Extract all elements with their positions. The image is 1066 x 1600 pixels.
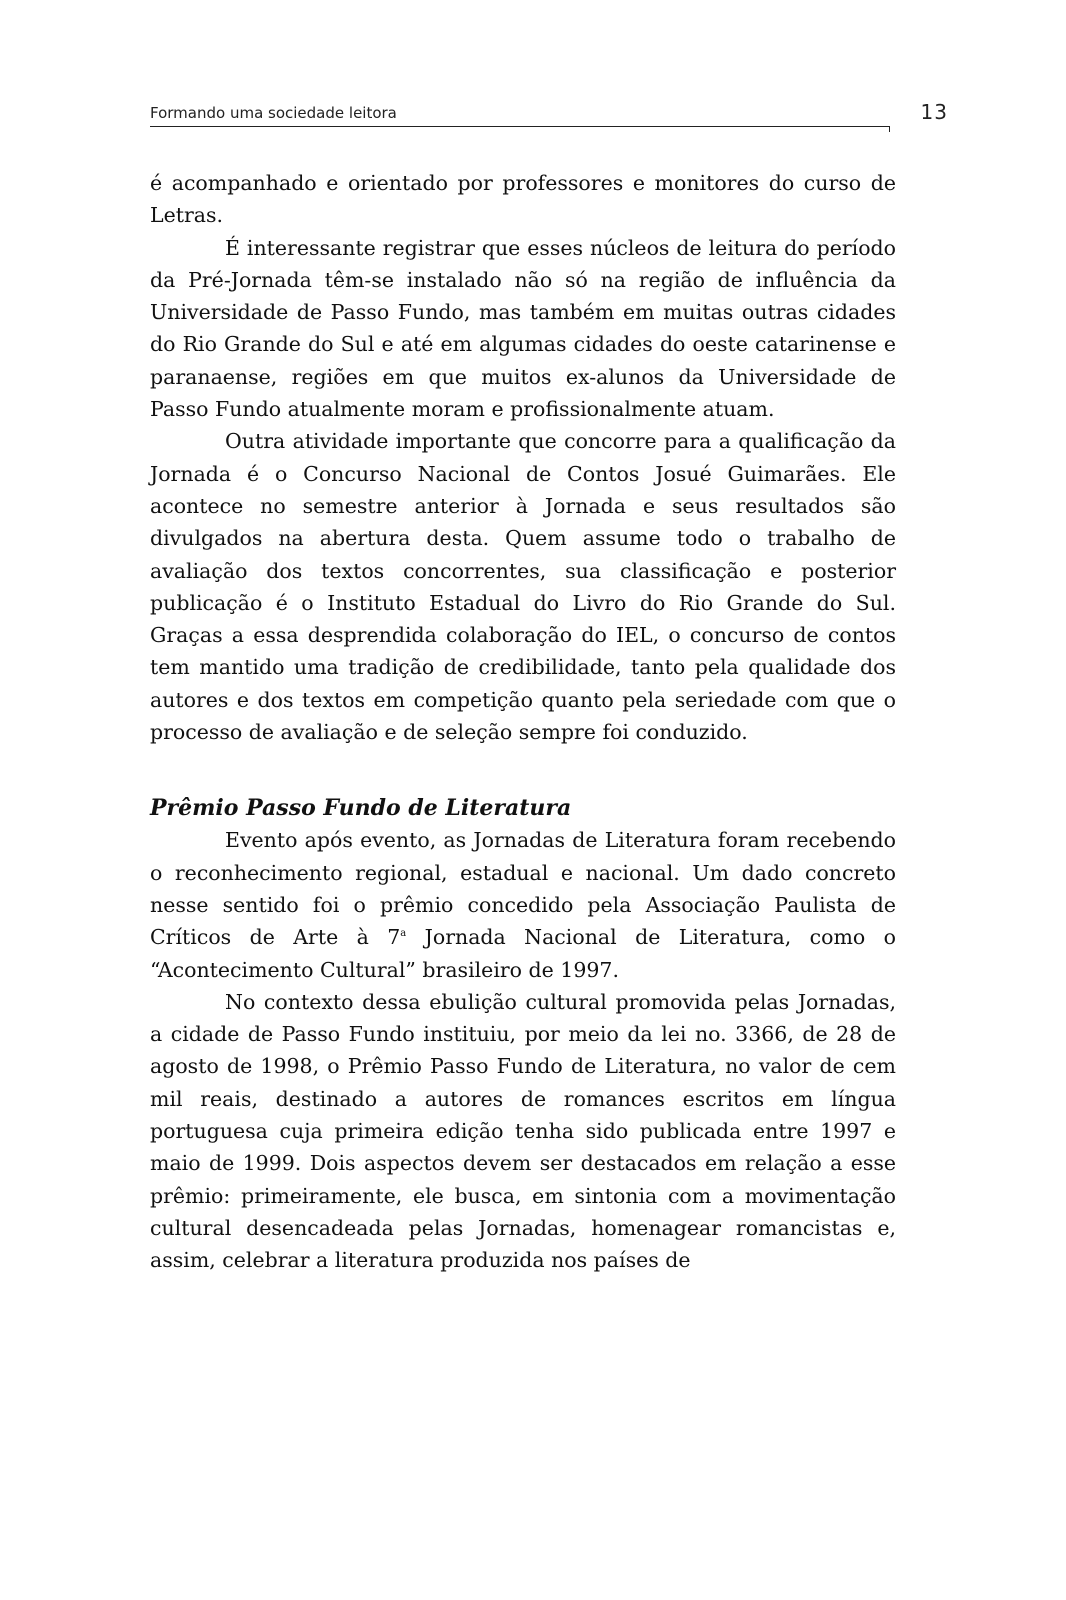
running-head: [150, 100, 948, 134]
paragraph-3: Outra atividade importante que concorre para a qualificação da Jornada é o Concurso Nacional de Contos Josué Guimarães. Ele acontece no semestre anterior à Jornada e seus resultados são divulgados na abertura desta. Quem assume todo o trabalho de avaliação dos textos concorrentes, sua classificação e posterior publicação é o Instituto Estadual do Livro do Rio Grande do Sul. Graças a essa desprendida colaboração do IEL, o concurso de contos tem mantido uma tradição de credibilidade, tanto pela qualidade dos autores e dos textos em competição quanto pela seriedade com que o processo de avaliação e de seleção sempre foi conduzido.: [150, 429, 896, 745]
header-rule: [150, 126, 890, 127]
paragraph-4: [150, 824, 896, 985]
paragraph-4-part-2: Jornada Nacional de Literatura, como o “Acontecimento Cultural” brasileiro de 1997.: [150, 925, 896, 982]
section-heading: Prêmio Passo Fundo de Literatura: [150, 795, 572, 822]
paragraph-4-part-1: Evento após evento, as Jornadas de Literatura foram recebendo o reconhecimento regional, estadual e nacional. Um dado concreto nesse sentido foi o prêmio concedido pela Associação Paulista de Críticos de Arte à 7: [150, 828, 896, 950]
ordinal-superscript: a: [400, 928, 407, 940]
body-text: [150, 167, 896, 1277]
paragraph-2: É interessante registrar que esses núcleos de leitura do período da Pré-Jornada têm-se instalado não só na região de influência da Universidade de Passo Fundo, mas também em muitas outras cidades do Rio Grande do Sul e até em algumas cidades do oeste catarinense e paranaense, regiões em que muitos ex-alunos da Universidade de Passo Fundo atualmente moram e profissionalmente atuam.: [150, 235, 896, 422]
paragraph-1: é acompanhado e orientado por professores e monitores do curso de Letras.: [150, 171, 896, 228]
paragraph-5: No contexto dessa ebulição cultural promovida pelas Jornadas, a cidade de Passo Fundo instituiu, por meio da lei no. 3366, de 28 de agosto de 1998, o Prêmio Passo Fundo de Literatura, no valor de cem mil reais, destinado a autores de romances escritos em língua portuguesa cuja primeira edição tenha sido publicada entre 1997 e maio de 1999. Dois aspectos devem ser destacados em relação a esse prêmio: primeiramente, ele busca, em sintonia com a movimentação cultural desencadeada pelas Jornadas, homenagear romancistas e, assim, celebrar a literatura produzida nos países de: [150, 989, 896, 1273]
page-number: 13: [920, 100, 948, 124]
header-rule-tick: [889, 126, 890, 132]
running-title: Formando uma sociedade leitora: [150, 104, 397, 122]
